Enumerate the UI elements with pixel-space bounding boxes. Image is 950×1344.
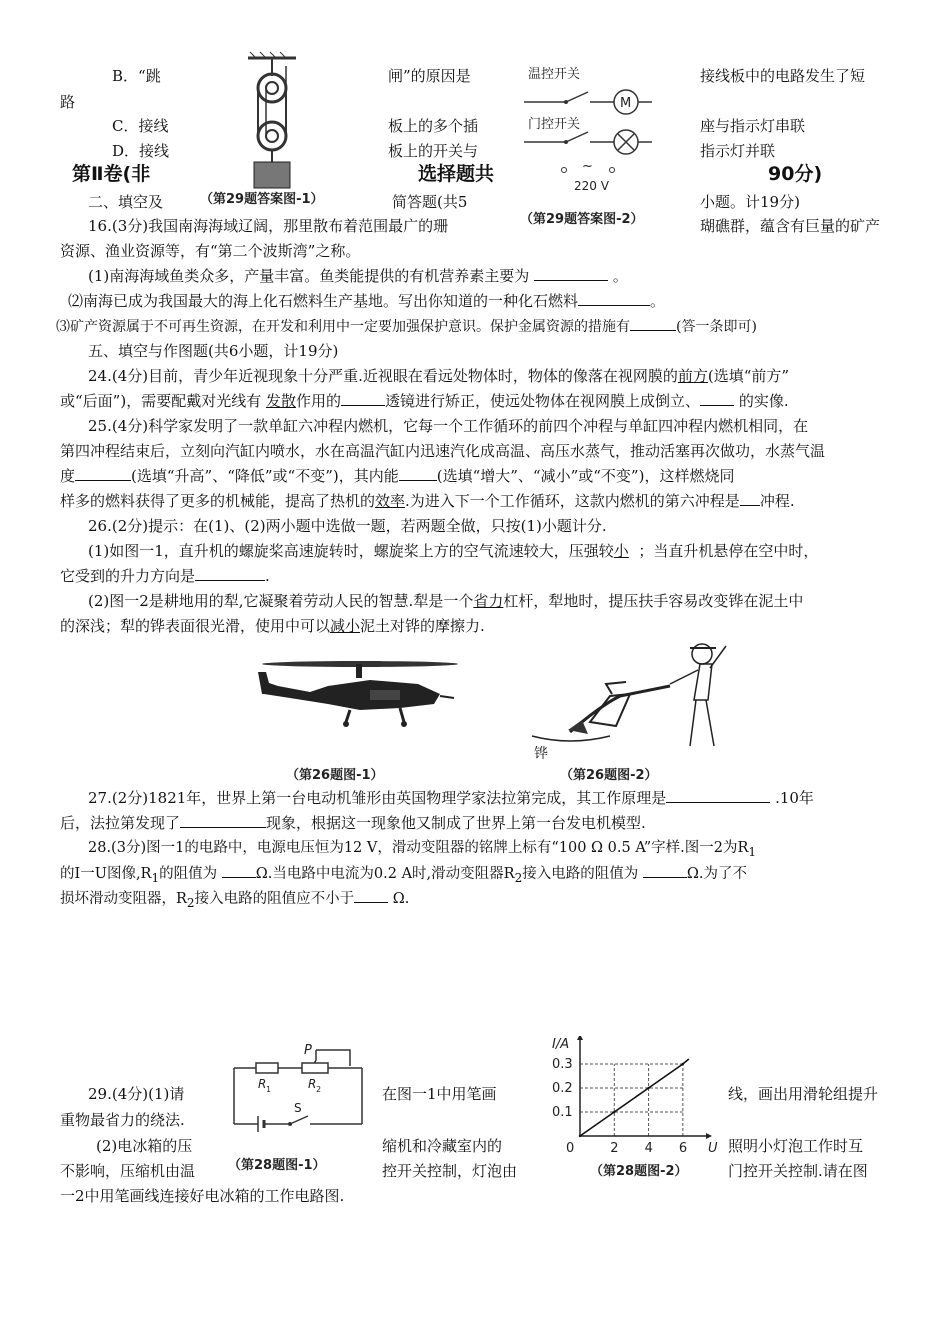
q26-p2-text-d: 泥土对铧的摩擦力. (360, 617, 485, 635)
q29-b3: 照明小灯泡工作时互 (728, 1137, 864, 1155)
motor-symbol: M (620, 96, 632, 111)
q29-a4: 重物最省力的绕法. (60, 1111, 185, 1129)
q29-c3: 门控开关控制.请在图 (728, 1162, 868, 1180)
q25-line4 (60, 491, 895, 511)
fridge-circuit-diagram (520, 62, 680, 202)
fill-heading-left: 二、填空及 (88, 193, 164, 211)
q28-sub-2: 2 (514, 870, 523, 885)
q25-answer-efficiency: 效率 (375, 492, 406, 510)
section2-title-mid: 选择题共 (418, 163, 495, 185)
y-axis-label: I/A (552, 1037, 570, 1052)
q25-text-b: (选填“升高”、“降低”或“不变”)，其内能 (131, 467, 399, 485)
q28-text-b3: Ω.当电路中电流为0.2 A时,滑动变阻器R (255, 866, 515, 882)
q24-line2 (60, 391, 895, 411)
q26-line1: 26.(2分)提示：在(1)、(2)两小题中选做一题，若两题全做，只按(1)小题计分. (88, 517, 607, 535)
q25-line3 (60, 466, 895, 486)
q28-sub-a: 1 (748, 844, 757, 859)
q16-part1-end: 。 (612, 267, 628, 285)
q26-p2-text-c: 的深浅；犁的铧表面很光滑，使用中可以 (60, 617, 331, 635)
q29-b1: (2)电冰箱的压 (96, 1137, 193, 1155)
q28-line1 (88, 838, 923, 862)
q25-line1: 25.(4分)科学家发明了一款单缸六冲程内燃机，它每一个工作循环的前四个冲程与单缸四冲程内燃机相同，在 (88, 417, 809, 435)
x-axis-arrow (706, 1133, 712, 1139)
option-d-left: D．接线 (112, 142, 170, 160)
q24-answer-diverge: 发散 (265, 392, 296, 410)
q29-a1: 29.(4分)(1)请 (88, 1085, 185, 1103)
q16-part3-end: (答一条即可) (676, 319, 757, 335)
q24-text-a: 24.(4分)目前，青少年近视现象十分严重.近视眼在看远处物体时，物体的像落在视网膜的 (88, 367, 678, 385)
q16-part1-text: (1)南海海域鱼类众多，产量丰富。鱼类能提供的有机营养素主要为 (88, 267, 530, 285)
q26-p1-text-b: ；当直升机悬停在空中时， (638, 542, 819, 560)
iu-chart (540, 1036, 720, 1160)
q27-text-a: 27.(2分)1821年，世界上第一台电动机雏形由英国物理学家法拉第完成，其工作原理是 (88, 789, 667, 807)
q29-d1: 一2中用笔画线连接好电冰箱的工作电路图. (60, 1187, 345, 1205)
q28-text-c3: Ω. (392, 891, 410, 907)
x-tick-label: 4 (644, 1141, 653, 1156)
q16-part1 (88, 266, 923, 286)
fig29-1-caption: （第29题答案图-1） (200, 192, 324, 207)
section5-heading: 五、填空与作图题(共6小题，计19分) (88, 342, 339, 360)
q26-answer-lever: 省力 (473, 592, 504, 610)
q28-text-b4: 接入电路的阻值为 (522, 866, 639, 882)
q27-text-c: 后，法拉第发现了 (60, 814, 181, 832)
q24-line1 (88, 366, 923, 386)
q29-c1: 不影响，压缩机由温 (60, 1162, 196, 1180)
plow-figure (530, 636, 760, 786)
q16-part3-text: ⑶矿产资源属于不可再生资源，在开发和利用中一定要加强保护意识。保护金属资源的措施有 (56, 319, 630, 335)
iu-chart-figure (540, 1036, 720, 1182)
q24-text-d: 作用的 (296, 392, 342, 410)
q28-text-c1: 损坏滑动变阻器，R (60, 891, 187, 907)
q28-line2 (60, 863, 895, 888)
svg-text:~: ~ (582, 159, 593, 174)
q27-text-b: .10年 (775, 789, 814, 807)
pulley-diagram (200, 46, 390, 208)
q26-answer-reduce: 减小 (330, 617, 361, 635)
q26-part1-cont (60, 566, 895, 586)
q25-text-f: 冲程. (759, 492, 795, 510)
q24-text-c: 或“后面”)，需要配戴对光线有 (60, 392, 262, 410)
x-tick-label: 6 (678, 1141, 688, 1156)
option-c-mid: 板上的多个插 (388, 117, 479, 135)
q16-part2 (68, 291, 903, 311)
q28-sub-1: 1 (151, 870, 160, 885)
data-point (682, 1063, 684, 1065)
q27-phenomenon-blank[interactable] (180, 813, 266, 828)
q24-text-f: 的实像. (738, 392, 789, 410)
pulley-figure (200, 46, 390, 208)
temp-switch-label: 温控开关 (528, 67, 581, 82)
q27-text-d: 现象，根据这一现象他又制成了世界上第一台发电机模型. (266, 814, 646, 832)
q25-text-e: .为进入下一个工作循环，这款内燃机的第六冲程是 (405, 492, 740, 510)
q28-text-b2: 的阻值为 (159, 866, 218, 882)
switch-s-label: S (294, 1101, 302, 1115)
q26-p2-text-a: (2)图一2是耕地用的犁,它凝聚着劳动人民的智慧.犁是一个 (88, 592, 474, 610)
q24-text-e: 透镜进行矫正，使远处物体在视网膜上成倒立、 (385, 392, 701, 410)
q25-energy-blank[interactable] (399, 466, 437, 481)
q28-text-c2: 接入电路的阻值应不小于 (194, 891, 355, 907)
r2-label: R (308, 1077, 317, 1091)
q29-b2: 缩机和冷藏室内的 (382, 1137, 503, 1155)
fig28-2-caption: （第28题图-2） (590, 1164, 688, 1179)
fill-heading-right: 小题。计19分) (700, 193, 800, 211)
fridge-circuit-figure (520, 62, 680, 227)
option-d-mid: 板上的开关与 (388, 142, 479, 160)
option-c-left: C．接线 (112, 117, 169, 135)
option-c-right: 座与指示灯串联 (700, 117, 806, 135)
y-axis-arrow (577, 1036, 583, 1040)
section2-title-left: 第Ⅱ卷(非 (72, 163, 151, 185)
slider-p-label: P (304, 1043, 312, 1058)
q28-r2-blank[interactable] (643, 863, 687, 878)
option-d-right: 指示灯并联 (700, 142, 776, 160)
q28-sub-2b: 2 (186, 895, 195, 910)
q24-lens-blank[interactable] (341, 391, 385, 406)
q28-text-b1: 的I一U图像,R (60, 866, 152, 882)
q27-principle-blank[interactable] (666, 788, 770, 803)
q28-text-b5: Ω.为了不 (686, 866, 748, 882)
q24-answer-front: 前方 (677, 367, 708, 385)
q28-r1-blank[interactable] (222, 863, 256, 878)
fig26-1-caption: （第26题图-1） (286, 768, 384, 783)
r1-label: R (258, 1077, 267, 1091)
q16-part2-blank[interactable] (578, 291, 650, 306)
q16-part3 (56, 316, 891, 337)
section2-title-right: 90分) (768, 163, 823, 185)
series-line (580, 1059, 689, 1136)
data-point (579, 1135, 581, 1137)
x-tick-label: 2 (610, 1141, 619, 1156)
q26-p1-text-d: . (265, 567, 270, 585)
option-b-right: 接线板中的电路发生了短 (700, 67, 866, 85)
data-point (613, 1111, 615, 1113)
y-tick-label: 0.3 (552, 1057, 573, 1072)
q28-text-a: 28.(3分)图一1的电路中，电源电压恒为12 V，滑动变阻器的铭牌上标有“100 Ω 0.5 A”字样.图一2为R (88, 840, 749, 856)
q29-a2: 在图一1中用笔画 (382, 1085, 497, 1103)
supply-voltage-label: 220 V (574, 179, 609, 193)
option-b-cont: 路 (60, 93, 76, 111)
q28-min-blank[interactable] (354, 888, 388, 903)
q28-line3 (60, 888, 895, 913)
q25-text-d: 样多的燃料获得了更多的机械能，提高了热机的 (60, 492, 376, 510)
q24-image-blank[interactable] (700, 391, 734, 406)
q26-p2-text-b: 杠杆，犁地时，提压扶手容易改变铧在泥土中 (503, 592, 804, 610)
q16-stem-a: 16.(3分)我国南海海域辽阔，那里散布着范围最广的珊 (88, 217, 449, 235)
fig29-2-caption: （第29题答案图-2） (520, 212, 644, 227)
q28-circuit-diagram (228, 1040, 368, 1150)
q25-stroke-blank[interactable] (740, 491, 760, 506)
q26-part2-cont (60, 616, 895, 636)
origin-label: 0 (566, 1141, 575, 1156)
q26-p1-text-a: (1)如图一1，直升机的螺旋桨高速旋转时，螺旋桨上方的空气流速较大，压强较 (88, 542, 614, 560)
q24-text-b: (选填“前方” (707, 367, 790, 385)
q27-line1 (88, 788, 923, 808)
y-tick-label: 0.2 (552, 1081, 573, 1096)
helicopter-figure (250, 650, 460, 783)
y-tick-label: 0.1 (552, 1105, 573, 1120)
option-b-mid: 闸”的原因是 (388, 67, 471, 85)
r2-sub: 2 (316, 1085, 322, 1094)
q29-a3: 线，画出用滑轮组提升 (728, 1085, 879, 1103)
q29-c2: 控开关控制，灯泡由 (382, 1162, 518, 1180)
q27-line2 (60, 813, 895, 833)
plow-icon (530, 636, 760, 766)
q26-part2 (88, 591, 923, 611)
q26-part1 (88, 541, 923, 561)
door-switch-label: 门控开关 (528, 117, 581, 132)
q16-part2-end: 。 (650, 292, 666, 310)
q25-line2: 第四冲程结束后，立刻向汽缸内喷水，水在高温汽缸内迅速汽化成高温、高压水蒸气，推动活塞再次做功，水蒸气温 (60, 442, 826, 460)
q26-p1-text-c: 它受到的升力方向是 (60, 567, 196, 585)
data-point (647, 1087, 649, 1089)
helicopter-icon (250, 650, 460, 740)
q16-part3-blank[interactable] (630, 316, 676, 331)
fill-heading-mid: 简答题(共5 (392, 193, 468, 211)
q16-part2-text: ⑵南海已成为我国最大的海上化石燃料生产基地。写出你知道的一种化石燃料 (68, 292, 579, 310)
x-axis-label: U (708, 1141, 718, 1156)
option-b-left: B．“跳 (112, 67, 161, 85)
q26-answer-small: 小 (613, 542, 629, 560)
q16-part1-blank[interactable] (534, 266, 608, 281)
fig26-2-caption: （第26题图-2） (560, 768, 658, 783)
fig28-1-caption: （第28题图-1） (228, 1158, 326, 1173)
r1-sub: 1 (266, 1085, 272, 1094)
q26-lift-blank[interactable] (195, 566, 265, 581)
q28-circuit-figure (228, 1040, 368, 1176)
q16-stem-b: 瑚礁群，蕴含有巨量的矿产 (700, 217, 881, 235)
q16-stem2: 资源、渔业资源等，有“第二个波斯湾”之称。 (60, 242, 361, 260)
q25-temp-blank[interactable] (75, 466, 131, 481)
plow-share-label: 铧 (534, 746, 548, 762)
q25-text-a: 度 (60, 467, 76, 485)
q25-text-c: (选填“增大”、“减小”或“不变”)，这样燃烧同 (436, 467, 735, 485)
